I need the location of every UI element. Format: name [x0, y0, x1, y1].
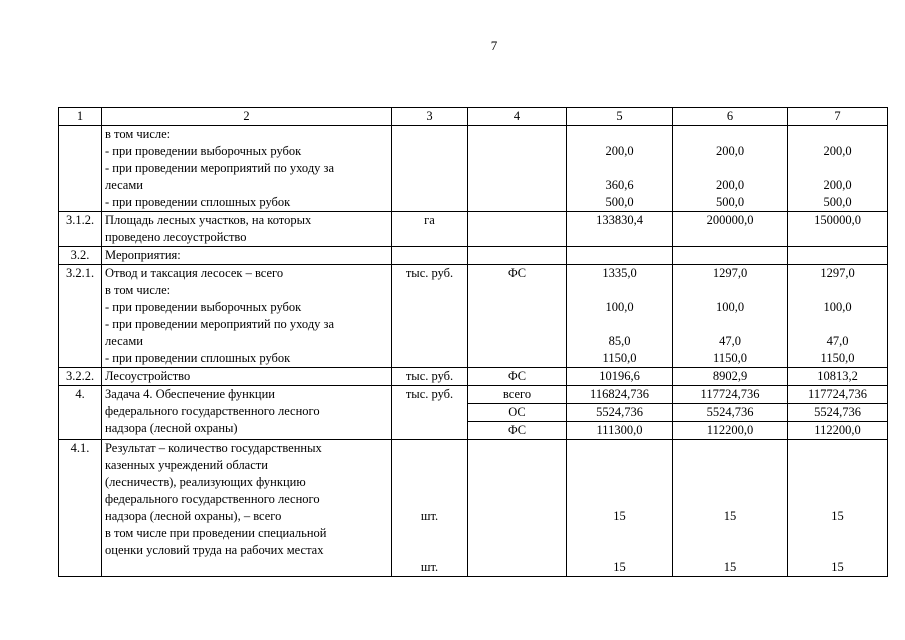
row-source: ФС — [468, 368, 567, 386]
row-value-col6 — [673, 247, 788, 265]
row-value-col6: 15 15 — [673, 440, 788, 577]
row-unit — [392, 126, 468, 212]
row-value-col7: 150000,0 — [788, 212, 888, 247]
row-source: ФС — [468, 422, 567, 440]
header-cell: 4 — [468, 108, 567, 126]
row-value-col6: 117724,736 — [673, 386, 788, 404]
row-source — [468, 247, 567, 265]
row-description: Лесоустройство — [102, 368, 392, 386]
row-value-col7: 200,0 200,0 500,0 — [788, 126, 888, 212]
row-description: Результат – количество государственных казенных учреждений области (лесничеств), реализующих функцию федерального государственного лесного надзора (лесной охраны), – всего в том числе при проведении специальной оценки условий труда на рабочих местах — [102, 440, 392, 577]
row-source: ОС — [468, 404, 567, 422]
row-value-col7: 15 15 — [788, 440, 888, 577]
header-cell: 3 — [392, 108, 468, 126]
row-value-col5: 116824,736 — [567, 386, 673, 404]
row-number: 4. — [59, 386, 102, 440]
row-value-col6: 1297,0 100,0 47,0 1150,0 — [673, 265, 788, 368]
row-description: Мероприятия: — [102, 247, 392, 265]
table-row — [59, 126, 888, 212]
table-row — [59, 368, 888, 386]
row-unit: тыс. руб. — [392, 368, 468, 386]
row-value-col6: 5524,736 — [673, 404, 788, 422]
row-value-col6: 112200,0 — [673, 422, 788, 440]
row-description: Площадь лесных участков, на которых проведено лесоустройство — [102, 212, 392, 247]
row-value-col7 — [788, 247, 888, 265]
header-cell: 2 — [102, 108, 392, 126]
row-value-col6: 8902,9 — [673, 368, 788, 386]
row-number: 3.2. — [59, 247, 102, 265]
table-row — [59, 386, 888, 404]
row-value-col5: 5524,736 — [567, 404, 673, 422]
data-table — [58, 107, 888, 577]
row-unit: тыс. руб. — [392, 265, 468, 368]
row-source — [468, 126, 567, 212]
row-unit — [392, 247, 468, 265]
row-unit: тыс. руб. — [392, 386, 468, 440]
row-source — [468, 440, 567, 577]
row-value-col5: 1335,0 100,0 85,0 1150,0 — [567, 265, 673, 368]
row-value-col5: 10196,6 — [567, 368, 673, 386]
row-number: 3.2.2. — [59, 368, 102, 386]
row-value-col7: 117724,736 — [788, 386, 888, 404]
row-value-col7: 10813,2 — [788, 368, 888, 386]
table-row — [59, 265, 888, 368]
header-cell: 5 — [567, 108, 673, 126]
row-value-col7: 112200,0 — [788, 422, 888, 440]
row-number — [59, 126, 102, 212]
page-number: 7 — [490, 38, 498, 53]
row-source — [468, 212, 567, 247]
header-cell: 7 — [788, 108, 888, 126]
row-value-col6: 200,0 200,0 500,0 — [673, 126, 788, 212]
table-row — [59, 440, 888, 577]
row-number: 4.1. — [59, 440, 102, 577]
row-value-col5 — [567, 247, 673, 265]
row-number: 3.1.2. — [59, 212, 102, 247]
table-header-row — [59, 108, 888, 126]
row-unit: га — [392, 212, 468, 247]
row-description: в том числе: - при проведении выборочных рубок - при проведении мероприятий по уходу за лесами - при проведении сплошных рубок — [102, 126, 392, 212]
row-value-col5: 200,0 360,6 500,0 — [567, 126, 673, 212]
row-value-col7: 5524,736 — [788, 404, 888, 422]
header-cell: 1 — [59, 108, 102, 126]
row-source: ФС — [468, 265, 567, 368]
row-value-col5: 15 15 — [567, 440, 673, 577]
row-source: всего — [468, 386, 567, 404]
table-row — [59, 247, 888, 265]
row-description: Задача 4. Обеспечение функции федерального государственного лесного надзора (лесной охраны) — [102, 386, 392, 440]
row-value-col6: 200000,0 — [673, 212, 788, 247]
table-row — [59, 212, 888, 247]
header-cell: 6 — [673, 108, 788, 126]
row-number: 3.2.1. — [59, 265, 102, 368]
row-value-col5: 133830,4 — [567, 212, 673, 247]
row-description: Отвод и таксация лесосек – всего в том числе: - при проведении выборочных рубок - при проведении мероприятий по уходу за лесами - при проведении сплошных рубок — [102, 265, 392, 368]
row-value-col5: 111300,0 — [567, 422, 673, 440]
row-value-col7: 1297,0 100,0 47,0 1150,0 — [788, 265, 888, 368]
row-unit: шт. шт. — [392, 440, 468, 577]
